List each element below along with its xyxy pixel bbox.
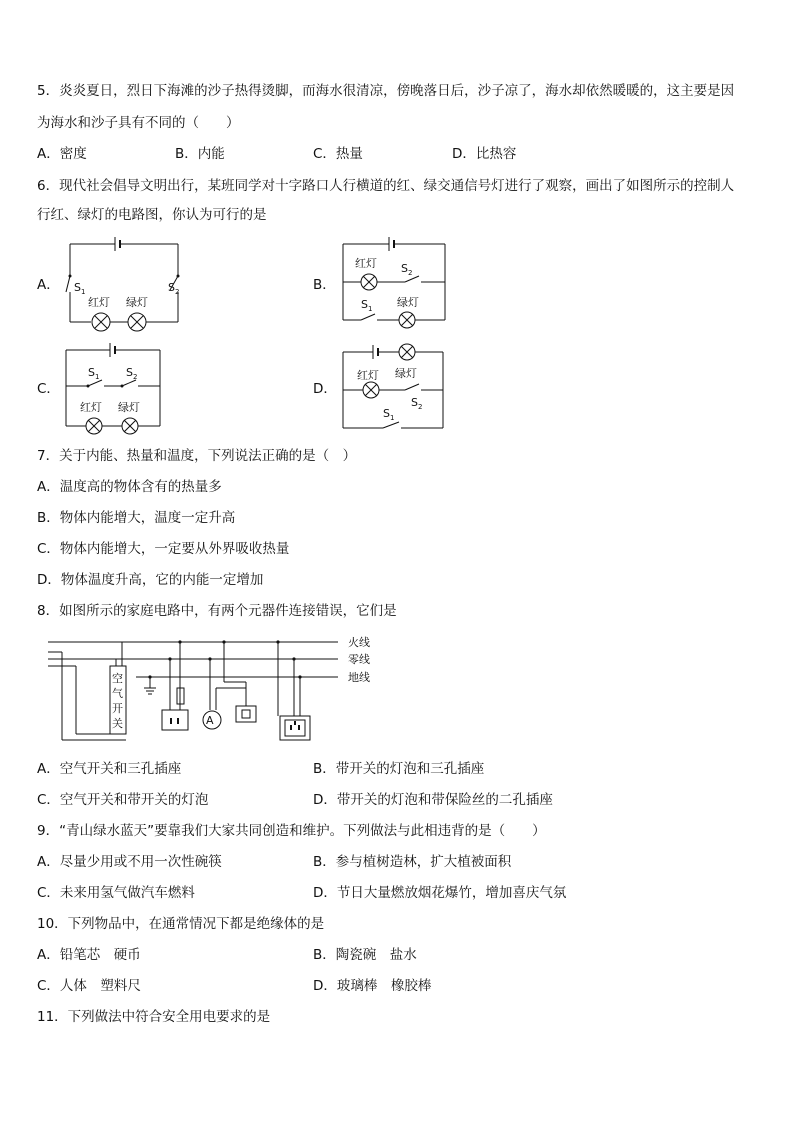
neutral-wire-label: 零线 bbox=[348, 653, 370, 666]
q10-option-a: A．铅笔芯 硬币 bbox=[37, 947, 141, 963]
q6-stem-line2: 行红、绿灯的电路图，你认为可行的是 bbox=[37, 207, 267, 223]
s2-sub: 2 bbox=[133, 373, 138, 381]
breaker-char-1: 空 bbox=[112, 672, 123, 685]
q8-option-d: D．带开关的灯泡和带保险丝的二孔插座 bbox=[313, 792, 553, 808]
live-wire-label: 火线 bbox=[348, 636, 370, 649]
q7-option-d: D．物体温度升高，它的内能一定增加 bbox=[37, 572, 264, 588]
q8-option-b: B．带开关的灯泡和三孔插座 bbox=[313, 761, 485, 777]
q10-option-d: D．玻璃棒 橡胶棒 bbox=[313, 978, 432, 994]
s1-label: S bbox=[361, 298, 368, 311]
red-lamp-label: 红灯 bbox=[357, 369, 379, 382]
s1-label: S bbox=[88, 366, 95, 379]
s2-sub: 2 bbox=[418, 403, 423, 411]
q9-option-d: D．节日大量燃放烟花爆竹，增加喜庆气氛 bbox=[313, 885, 567, 901]
q6-option-b-label: B． bbox=[313, 277, 336, 293]
q6-option-c-label: C． bbox=[37, 381, 60, 397]
q6-circuit-d bbox=[335, 340, 455, 440]
ammeter-a-label: A bbox=[206, 714, 214, 727]
q6-circuit-c bbox=[56, 340, 176, 440]
ground-wire-label: 地线 bbox=[348, 671, 370, 684]
q5-stem-line2: 为海水和沙子具有不同的（ ） bbox=[37, 115, 240, 131]
green-lamp-label: 绿灯 bbox=[395, 367, 417, 380]
q10-option-b: B．陶瓷碗 盐水 bbox=[313, 947, 417, 963]
s2-label: S bbox=[126, 366, 133, 379]
s2-label: S bbox=[168, 281, 175, 294]
s1-sub: 1 bbox=[390, 414, 395, 422]
s1-sub: 1 bbox=[95, 373, 100, 381]
s2-sub: 2 bbox=[175, 288, 180, 296]
q10-stem: 10．下列物品中，在通常情况下都是绝缘体的是 bbox=[37, 916, 325, 932]
q7-option-a: A．温度高的物体含有的热量多 bbox=[37, 479, 222, 495]
q6-stem-line1: 6．现代社会倡导文明出行，某班同学对十字路口人行横道的红、绿交通信号灯进行了观察，画出了如图所示的控制人 bbox=[37, 178, 735, 194]
q8-household-circuit bbox=[40, 630, 390, 748]
red-lamp-label: 红灯 bbox=[355, 257, 377, 270]
q6-circuit-b bbox=[335, 232, 455, 340]
q7-option-c: C．物体内能增大，一定要从外界吸收热量 bbox=[37, 541, 290, 557]
s1-label: S bbox=[383, 407, 390, 420]
breaker-char-2: 气 bbox=[112, 687, 123, 700]
q6-circuit-a bbox=[60, 234, 190, 334]
s2-sub: 2 bbox=[408, 269, 413, 277]
q5-option-a: A．密度 bbox=[37, 146, 87, 162]
q5-option-b: B．内能 bbox=[175, 146, 225, 162]
q7-stem: 7．关于内能、热量和温度，下列说法正确的是（ ） bbox=[37, 448, 357, 464]
red-lamp-label: 红灯 bbox=[88, 296, 110, 309]
green-lamp-label: 绿灯 bbox=[397, 296, 419, 309]
breaker-char-4: 关 bbox=[112, 717, 123, 730]
s2-label: S bbox=[411, 396, 418, 409]
q8-stem: 8．如图所示的家庭电路中，有两个元器件连接错误，它们是 bbox=[37, 603, 397, 619]
s2-label: S bbox=[401, 262, 408, 275]
red-lamp-label: 红灯 bbox=[80, 401, 102, 414]
q5-option-d: D．比热容 bbox=[452, 146, 517, 162]
q6-option-d-label: D． bbox=[313, 381, 337, 397]
s1-sub: 1 bbox=[368, 305, 373, 313]
q9-option-c: C．未来用氢气做汽车燃料 bbox=[37, 885, 195, 901]
q6-option-a-label: A． bbox=[37, 277, 60, 293]
q7-option-b: B．物体内能增大，温度一定升高 bbox=[37, 510, 236, 526]
q9-option-a: A．尽量少用或不用一次性碗筷 bbox=[37, 854, 222, 870]
q8-option-c: C．空气开关和带开关的灯泡 bbox=[37, 792, 209, 808]
green-lamp-label: 绿灯 bbox=[118, 401, 140, 414]
q9-option-b: B．参与植树造林，扩大植被面积 bbox=[313, 854, 512, 870]
s1-sub: 1 bbox=[81, 288, 86, 296]
q9-stem: 9．“青山绿水蓝天”要靠我们大家共同创造和维护。下列做法与此相违背的是（ ） bbox=[37, 823, 546, 839]
breaker-char-3: 开 bbox=[112, 702, 123, 715]
q5-stem-line1: 5．炎炎夏日，烈日下海滩的沙子热得烫脚，而海水很清凉，傍晚落日后，沙子凉了，海水却依然暖暖的，这主要是因 bbox=[37, 83, 735, 99]
q8-option-a: A．空气开关和三孔插座 bbox=[37, 761, 182, 777]
q5-option-c: C．热量 bbox=[313, 146, 363, 162]
q10-option-c: C．人体 塑料尺 bbox=[37, 978, 141, 994]
s1-label: S bbox=[74, 281, 81, 294]
q11-stem: 11．下列做法中符合安全用电要求的是 bbox=[37, 1009, 271, 1025]
green-lamp-label: 绿灯 bbox=[126, 296, 148, 309]
